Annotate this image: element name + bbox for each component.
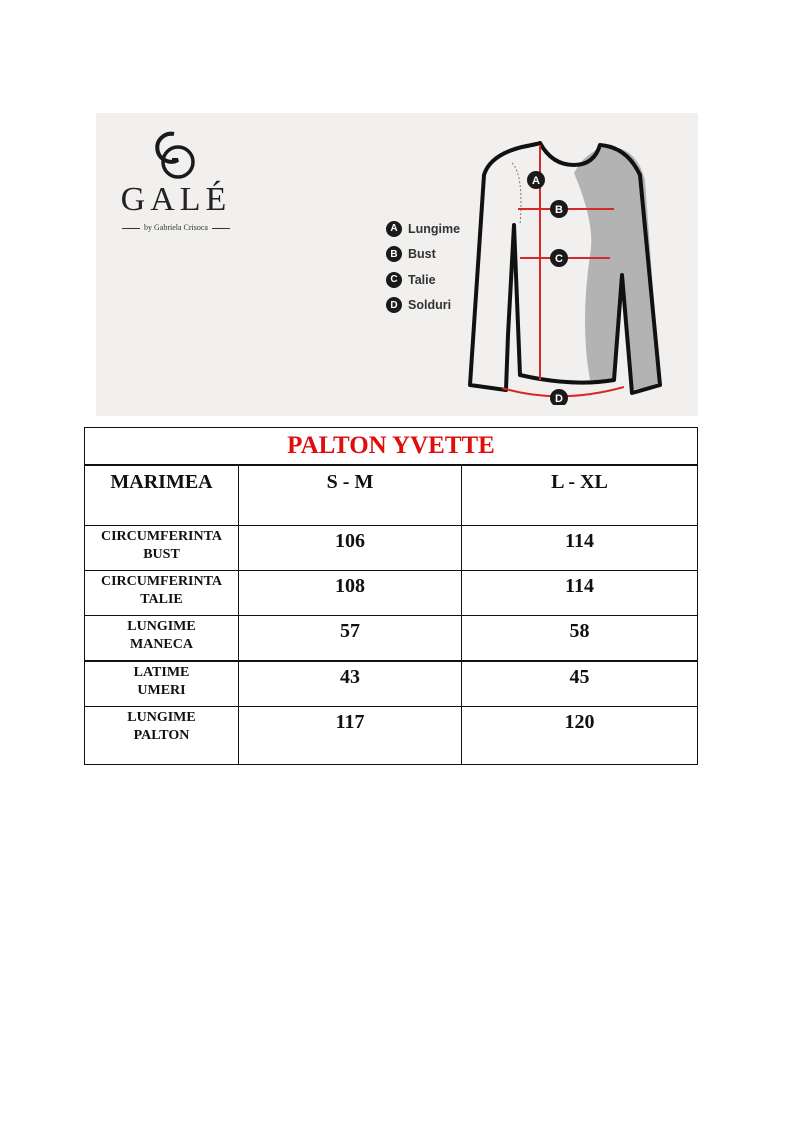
- measurement-legend: [386, 216, 460, 318]
- brand-name: GALÉ: [120, 181, 232, 218]
- value-s-m: 43: [239, 661, 462, 707]
- value-s-m: 106: [239, 526, 462, 571]
- badge-b-icon: B: [386, 246, 402, 262]
- value-l-xl: 120: [462, 707, 698, 765]
- table-row: [85, 707, 698, 765]
- size-header-s-m: S - M: [239, 465, 462, 526]
- brand-tagline: by Gabriela Crisoca: [116, 223, 236, 232]
- value-l-xl: 58: [462, 616, 698, 662]
- row-label: LUNGIME MANECA: [85, 616, 239, 662]
- value-l-xl: 45: [462, 661, 698, 707]
- legend-label: Bust: [408, 247, 436, 262]
- brand-logo: [116, 123, 236, 233]
- svg-text:C: C: [555, 253, 563, 265]
- size-table: [84, 427, 698, 765]
- legend-item-lungime: [386, 216, 460, 242]
- legend-label: Solduri: [408, 298, 452, 313]
- row-label: LUNGIME PALTON: [85, 707, 239, 765]
- legend-item-bust: [386, 242, 460, 268]
- row-label: LATIME UMERI: [85, 661, 239, 707]
- legend-item-solduri: [386, 293, 460, 319]
- row-label: CIRCUMFERINTA BUST: [85, 526, 239, 571]
- legend-label: Talie: [408, 272, 436, 287]
- table-row: [85, 571, 698, 616]
- svg-text:A: A: [532, 175, 540, 187]
- svg-text:B: B: [555, 204, 563, 216]
- table-title-row: [85, 428, 698, 466]
- table-header-row: [85, 465, 698, 526]
- table-row: [85, 526, 698, 571]
- svg-text:D: D: [555, 393, 563, 405]
- value-s-m: 108: [239, 571, 462, 616]
- value-l-xl: 114: [462, 571, 698, 616]
- badge-a-icon: A: [386, 221, 402, 237]
- value-s-m: 57: [239, 616, 462, 662]
- product-title: PALTON YVETTE: [85, 428, 698, 466]
- size-header-label: MARIMEA: [85, 465, 239, 526]
- garment-diagram-icon: [462, 135, 667, 405]
- table-row: [85, 661, 698, 707]
- badge-d-icon: D: [386, 297, 402, 313]
- row-label: CIRCUMFERINTA TALIE: [85, 571, 239, 616]
- value-l-xl: 114: [462, 526, 698, 571]
- size-guide-banner: [96, 113, 698, 416]
- monogram-icon: [144, 126, 204, 186]
- legend-item-talie: [386, 267, 460, 293]
- badge-c-icon: C: [386, 272, 402, 288]
- size-header-l-xl: L - XL: [462, 465, 698, 526]
- legend-label: Lungime: [408, 221, 461, 236]
- value-s-m: 117: [239, 707, 462, 765]
- table-row: [85, 616, 698, 662]
